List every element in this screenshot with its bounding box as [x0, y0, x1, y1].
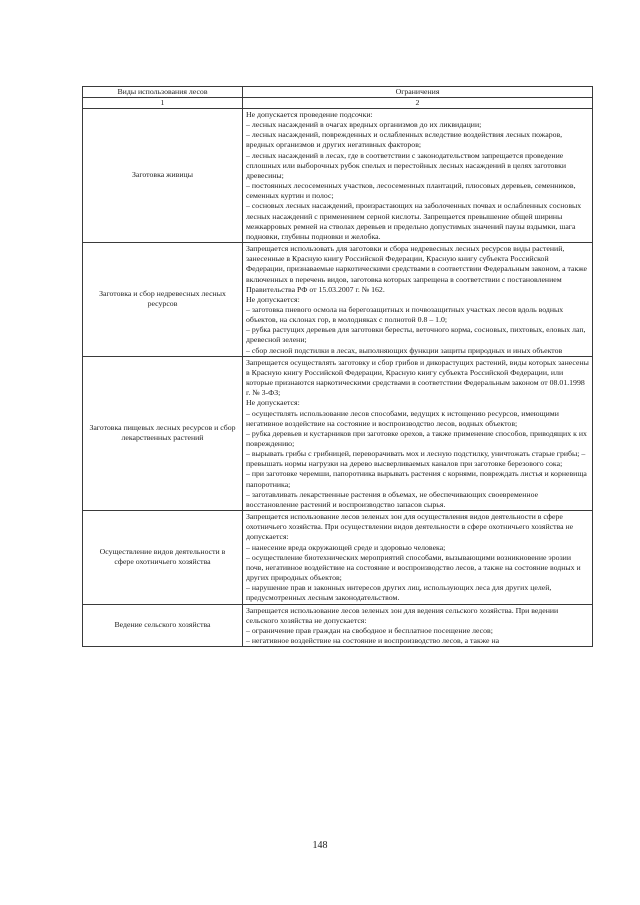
table-row: [83, 243, 593, 357]
restriction-line: – заготовка пневого осмола на берегозащитных и почвозащитных участках лесов вдоль водных объектов, на склонах гор, в молодняках с полнотой 0.8 – 1.0;: [246, 304, 564, 325]
document-page: [82, 86, 592, 647]
header-restrictions: Ограничения: [243, 87, 593, 98]
restriction-line: – негативное воздействие на состояние и воспроизводство лесов, а также на: [246, 635, 500, 645]
restriction-line: Запрещается использование лесов зеленых зон для ведения сельского хозяйства. При ведении сельского хозяйства не допускается:: [246, 605, 559, 625]
restriction-cell: [243, 109, 593, 243]
restriction-line: – заготавливать лекарственные растения в объемах, не обеспечивающих своевременное восстановление растений и воспроизводство запасов сырья.: [246, 489, 539, 509]
restriction-line: – сосновых лесных насаждений, произрастающих на заболоченных почвах и ослабленных сосновых лесных насаждений с применением серной кислоты. Запрещается превышение общей ширины межкарровых ремней на стволах деревьев и предельно допустимых значений паузы вздымки, шага подновки, глубины подновки и желобка.: [246, 201, 582, 241]
restriction-cell: [243, 511, 593, 604]
restriction-line: – сбор лесной подстилки в лесах, выполняющих функции защиты природных и иных объектов: [246, 345, 563, 355]
restriction-line: – нарушение прав и законных интересов других лиц, использующих леса для других целей, предусмотренных лесным законодательством.: [246, 583, 552, 603]
usage-type-cell: Осуществление видов деятельности в сфере охотничьего хозяйства: [83, 511, 243, 604]
restriction-cell: [243, 356, 593, 510]
table-header-row: [83, 87, 593, 98]
usage-type-cell: Заготовка живицы: [83, 109, 243, 243]
column-number-1: 1: [83, 98, 243, 109]
table-row: [83, 511, 593, 604]
restriction-cell: [243, 243, 593, 357]
restriction-line: – лесных насаждений в лесах, где в соответствии с законодательством запрещается проведение сплошных или выборочных рубок спелых и перестойных лесных насаждений в целях заготовки древесины;: [246, 150, 567, 180]
table-row: [83, 109, 593, 243]
restriction-line: Запрещается использовать для заготовки и сбора недревесных лесных ресурсов виды растений, занесенные в Красную книгу Российской Федерации, Красную книгу субъекта Российской Федерации, признаваемые наркотическими средствами в соответствии Федеральным законом, а также включенных в перечень видов, заготовка которых запрещена в соответствии с постановлением Правительства РФ от 15.03.2007 г. № 162.: [246, 244, 587, 294]
restriction-line: – ограничение прав граждан на свободное и бесплатное посещение лесов;: [246, 625, 493, 635]
column-number-2: 2: [243, 98, 593, 109]
restriction-line: Не допускается:: [246, 294, 300, 304]
restriction-line: – лесных насаждений, поврежденных и ослабленных вследствие воздействия лесных пожаров, вредных организмов и других негативных факторов;: [246, 130, 563, 150]
restriction-line: Запрещается использование лесов зеленых зон для осуществления видов деятельности в сфере охотничьего хозяйства. При осуществлении видов деятельности в сфере охотничьего хозяйства не допускается:: [246, 512, 574, 542]
restriction-cell: [243, 604, 593, 647]
restriction-line: – постоянных лесосеменных участков, лесосеменных плантаций, плюсовых деревьев, семенников, семенных куртин и полос;: [246, 181, 576, 201]
restriction-line: – рубка деревьев и кустарников при заготовке орехов, а также применение способов, приводящих к их повреждению;: [246, 428, 587, 448]
restriction-line: Запрещается осуществлять заготовку и сбор грибов и дикорастущих растений, виды которых занесены в Красную книгу Российской Федерации, Красную книгу субъекта Российской Федерации, или которые признаются наркотическими средствами в соответствии Федеральным законом от 08.01.1998 г. № 3-ФЗ;: [246, 357, 589, 398]
restriction-line: – осуществлять использование лесов способами, ведущих к истощению ресурсов, имеющими негативное воздействие на состояние и воспроизводство лесов, водных объектов;: [246, 408, 559, 428]
restriction-line: – осуществление биотехнических мероприятий способами, вызывающими возникновение эрозии почв, негативное воздействие на состояние и воспроизводство лесов, а также на состояние водных и других природных объектов;: [246, 552, 581, 583]
restrictions-table: [82, 86, 593, 647]
restriction-line: – рубка растущих деревьев для заготовки бересты, веточного корма, сосновых, пихтовых, еловых лап, древесной зелени;: [246, 325, 586, 345]
restriction-line: – при заготовке черемши, папоротника вырывать растения с корнями, повреждать листья и корневища папоротника;: [246, 469, 587, 489]
page-number: 148: [312, 840, 328, 851]
restriction-line: Не допускается:: [246, 398, 300, 408]
table-row: [83, 356, 593, 510]
restriction-line: Не допускается проведение подсочки:: [246, 110, 373, 119]
column-number-row: [83, 98, 593, 109]
restriction-line: – вырывать грибы с грибницей, переворачивать мох и лесную подстилку, уничтожать старые грибы; – превышать нормы нагрузки на дерево высверливаемых каналов при заготовке березового сока;: [246, 449, 586, 469]
table-row: [83, 604, 593, 647]
usage-type-cell: Ведение сельского хозяйства: [83, 604, 243, 647]
restriction-line: – нанесение вреда окружающей среде и здоровью человека;: [246, 542, 446, 552]
restriction-line: – лесных насаждений в очагах вредных организмов до их ликвидации;: [246, 120, 482, 130]
usage-type-cell: Заготовка пищевых лесных ресурсов и сбор лекарственных растений: [83, 356, 243, 510]
header-usage-types: Виды использования лесов: [83, 87, 243, 98]
usage-type-cell: Заготовка и сбор недревесных лесных ресурсов: [83, 243, 243, 357]
